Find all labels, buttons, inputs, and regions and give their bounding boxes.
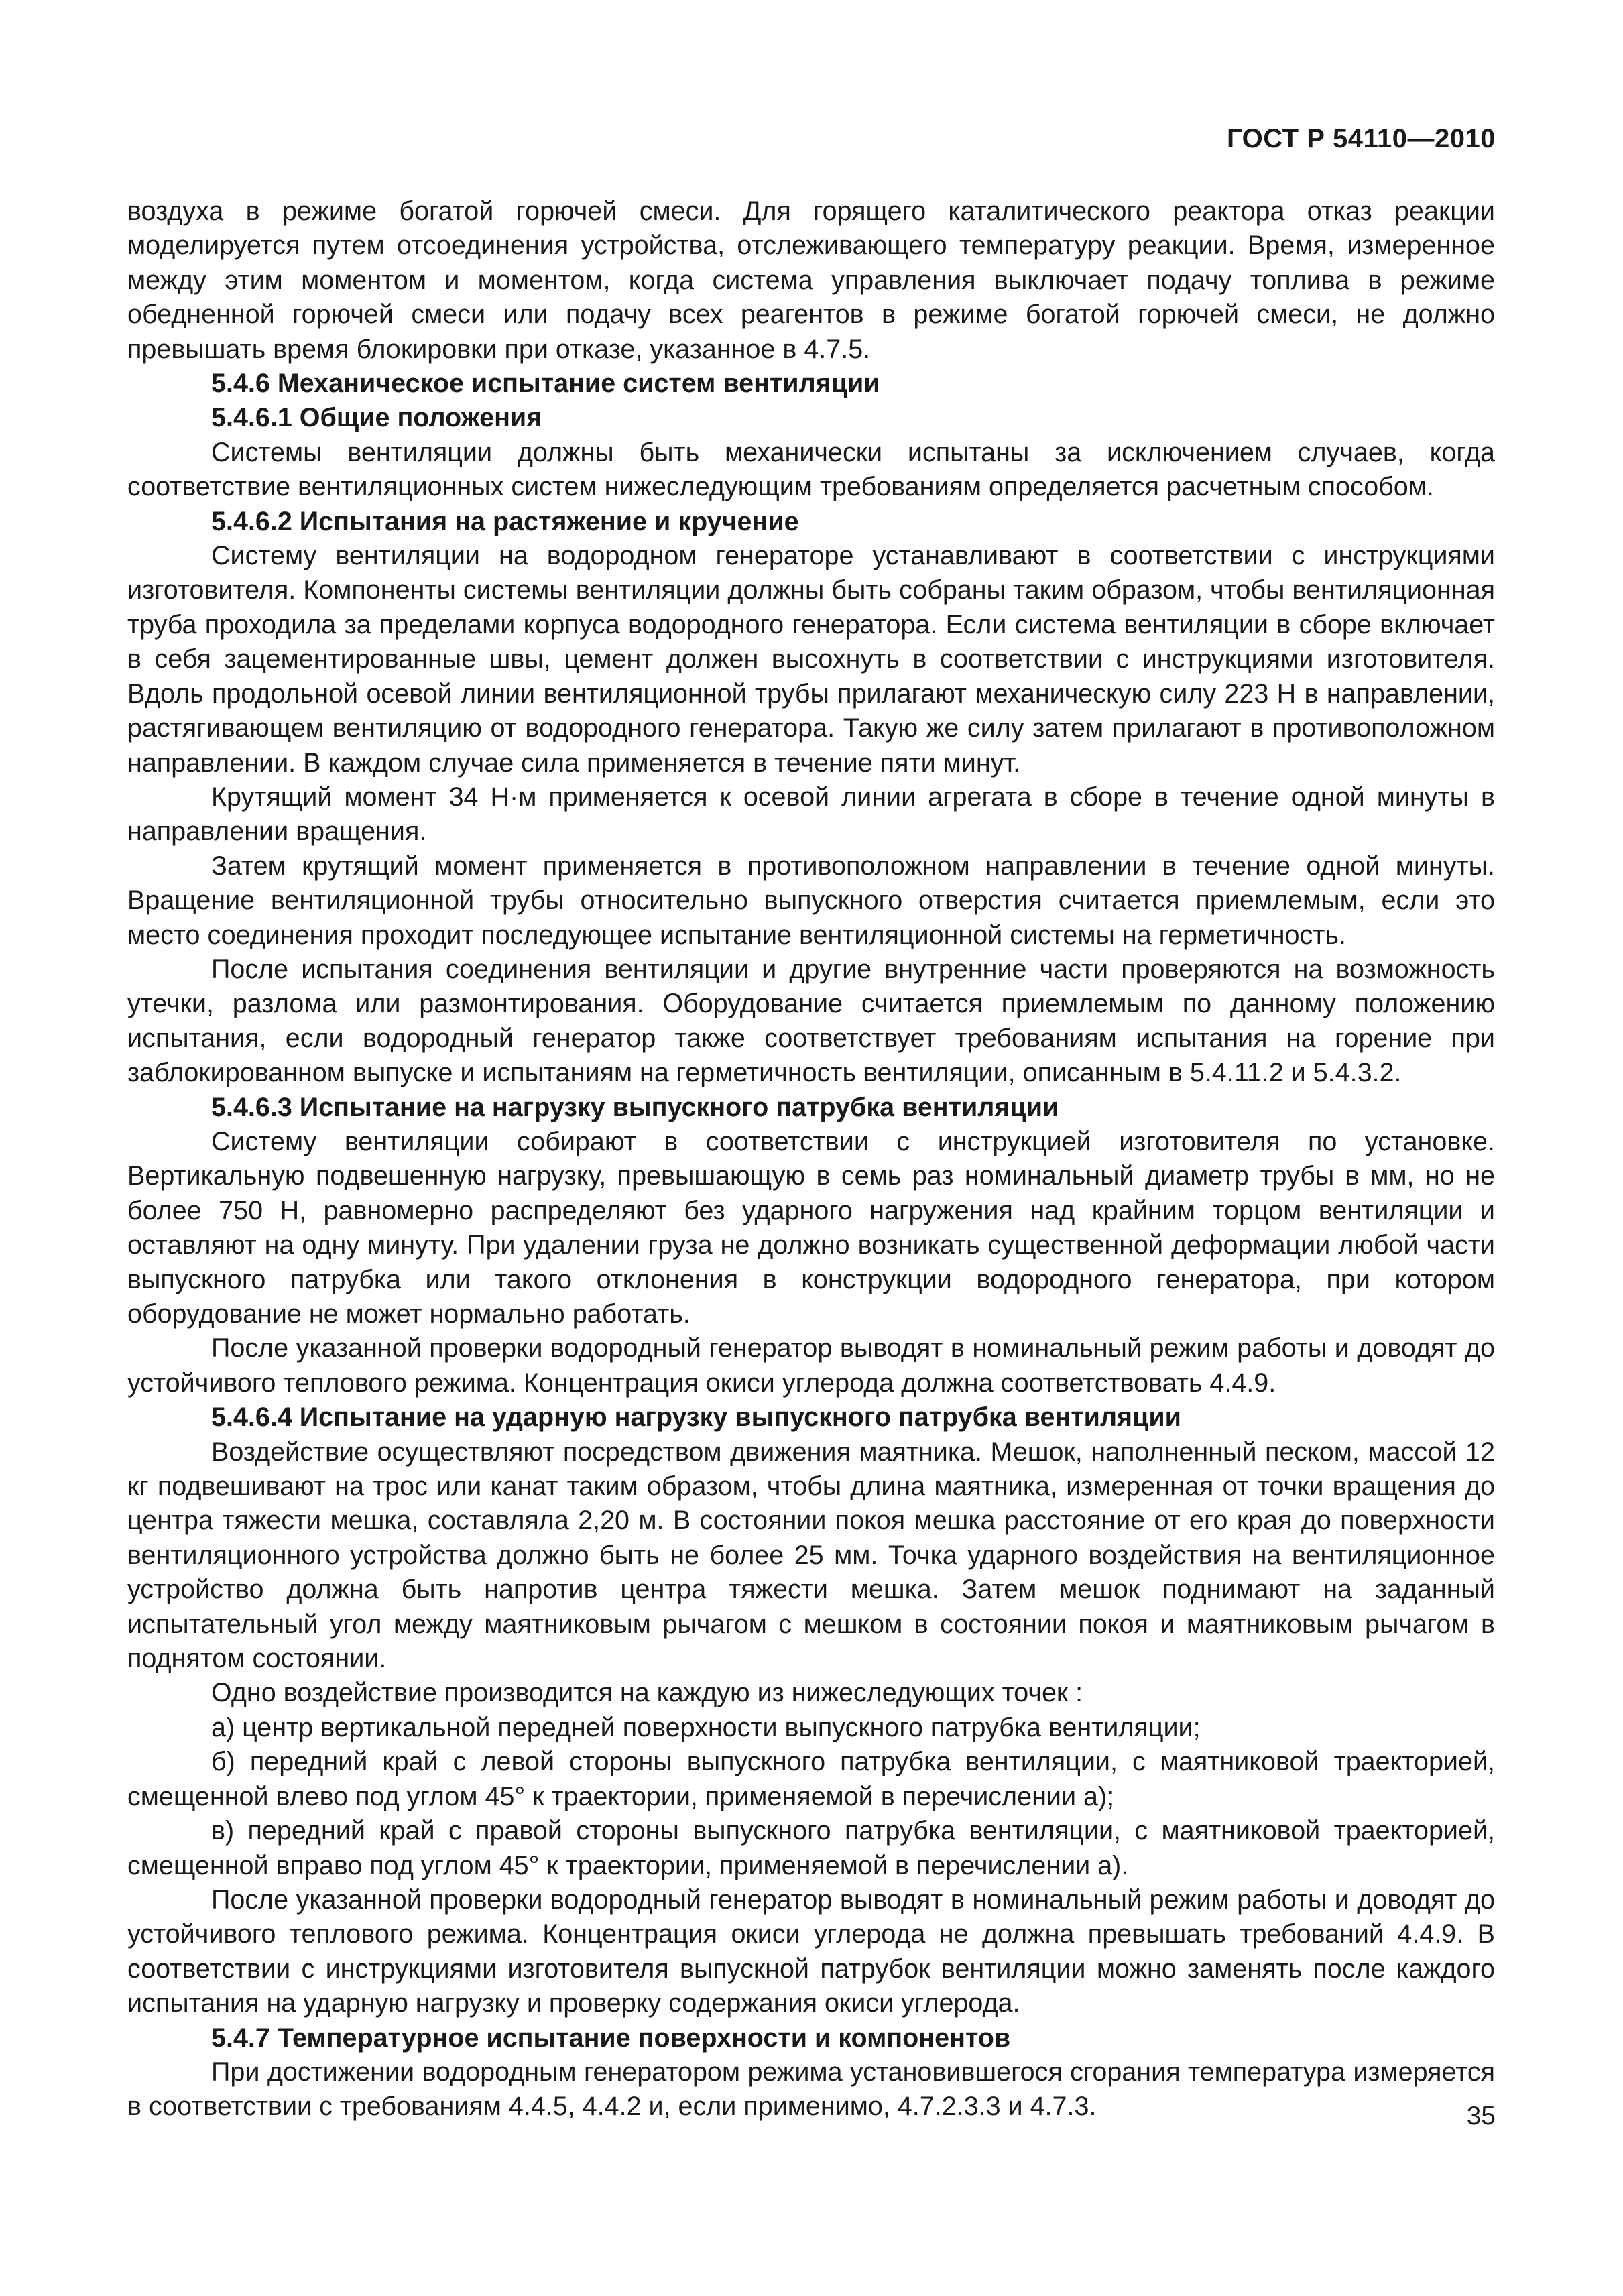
section-heading: 5.4.6.1 Общие положения xyxy=(211,403,542,433)
section-heading: 5.4.6.2 Испытания на растяжение и кручение xyxy=(211,506,799,536)
section-heading: 5.4.7 Температурное испытание поверхности и компонентов xyxy=(211,2022,1011,2053)
list-item: а) центр вертикальной передней поверхности выпускного патрубка вентиляции; xyxy=(211,1712,1201,1742)
paragraph: После указанной проверки водородный генератор выводят в номинальный режим работы и доводят до устойчивого теплового режима. Концентрация окиси углерода не должна превышать требований 4.4.9. В соответствии с инструкциями изготовителя выпускной патрубок вентиляции можно заменять после каждого испытания на ударную нагрузку и проверку содержания окиси углерода. xyxy=(127,1884,1495,2018)
list-item: б) передний край с левой стороны выпускного патрубка вентиляции, с маятниковой траекторией, смещенной влево под углом 45° к траектории, применяемой в перечислении а); xyxy=(127,1747,1495,1811)
section-heading: 5.4.6.4 Испытание на ударную нагрузку выпускного патрубка вентиляции xyxy=(211,1402,1181,1433)
paragraph: После указанной проверки водородный генератор выводят в номинальный режим работы и доводят до устойчивого теплового режима. Концентрация окиси углерода должна соответствовать 4.4.9. xyxy=(127,1333,1495,1398)
page-number: 35 xyxy=(1466,2102,1496,2130)
section-heading: 5.4.6.3 Испытание на нагрузку выпускного патрубка вентиляции xyxy=(211,1092,1059,1122)
paragraph: воздуха в режиме богатой горючей смеси. Для горящего каталитического реактора отказ реакции моделируется путем отсоединения устройства, отслеживающего температуру реакции. Время, измеренное между этим моментом и моментом, когда система управления выключает подачу топлива в режиме обедненной горючей смеси или подачу всех реагентов в режиме богатой горючей смеси, не должно превышать время блокировки при отказе, указанное в 4.7.5. xyxy=(127,196,1495,364)
paragraph: При достижении водородным генератором режима установившегося сгорания температура измеряется в соответствии с требованиям 4.4.5, 4.4.2 и, если применимо, 4.7.2.3.3 и 4.7.3. xyxy=(127,2057,1495,2122)
paragraph: Системы вентиляции должны быть механически испытаны за исключением случаев, когда соответствие вентиляционных систем нижеследующим требованиям определяется расчетным способом. xyxy=(127,437,1495,502)
paragraph: Систему вентиляции собирают в соответствии с инструкцией изготовителя по установке. Вертикальную подвешенную нагрузку, превышающую в семь раз номинальный диаметр трубы в мм, но не более 750 Н, равномерно распределяют без ударного нагружения над крайним торцом вентиляции и оставляют на одну минуту. При удалении груза не должно возникать существенной деформации любой части выпускного патрубка или такого отклонения в конструкции водородного генератора, при котором оборудование не может нормально работать. xyxy=(127,1126,1495,1329)
document-header: ГОСТ Р 54110—2010 xyxy=(1227,124,1496,154)
section-heading: 5.4.6 Механическое испытание систем вентиляции xyxy=(211,369,880,399)
paragraph: Систему вентиляции на водородном генераторе устанавливают в соответствии с инструкциями изготовителя. Компоненты системы вентиляции должны быть собраны таким образом, чтобы вентиляционная труба проходила за пределами корпуса водородного генератора. Если система вентиляции в сборе включает в себя зацементированные швы, цемент должен высохнуть в соответствии с инструкциями изготовителя. Вдоль продольной осевой линии вентиляционной трубы прилагают механическую силу 223 Н в направлении, растягивающем вентиляцию от водородного генератора. Такую же силу затем прилагают в противоположном направлении. В каждом случае сила применяется в течение пяти минут. xyxy=(127,541,1495,778)
paragraph: Воздействие осуществляют посредством движения маятника. Мешок, наполненный песком, массой 12 кг подвешивают на трос или канат таким образом, чтобы длина маятника, измеренная от точки вращения до центра тяжести мешка, составляла 2,20 м. В состоянии покоя мешка расстояние от его края до поверхности вентиляционного устройства должно быть не более 25 мм. Точка ударного воздействия на вентиляционное устройство должна быть напротив центра тяжести мешка. Затем мешок поднимают на заданный испытательный угол между маятниковым рычагом с мешком в состоянии покоя и маятниковым рычагом в поднятом состоянии. xyxy=(127,1437,1495,1674)
paragraph: После испытания соединения вентиляции и другие внутренние части проверяются на возможность утечки, разлома или размонтирования. Оборудование считается приемлемым по данному положению испытания, если водородный генератор также соответствует требованиям испытания на горение при заблокированном выпуске и испытаниям на герметичность вентиляции, описанным в 5.4.11.2 и 5.4.3.2. xyxy=(127,954,1495,1088)
list-item: в) передний край с правой стороны выпускного патрубка вентиляции, с маятниковой траекторией, смещенной вправо под углом 45° к траектории, применяемой в перечислении а). xyxy=(127,1816,1495,1880)
paragraph: Затем крутящий момент применяется в противоположном направлении в течение одной минуты. Вращение вентиляционной трубы относительно выпускного отверстия считается приемлемым, если это место соединения проходит последующее испытание вентиляционной системы на герметичность. xyxy=(127,851,1495,950)
document-body xyxy=(127,194,1495,2124)
paragraph: Крутящий момент 34 Н·м применяется к осевой линии агрегата в сборе в течение одной минуты в направлении вращения. xyxy=(127,782,1495,847)
paragraph: Одно воздействие производится на каждую из нижеследующих точек : xyxy=(211,1678,1083,1708)
